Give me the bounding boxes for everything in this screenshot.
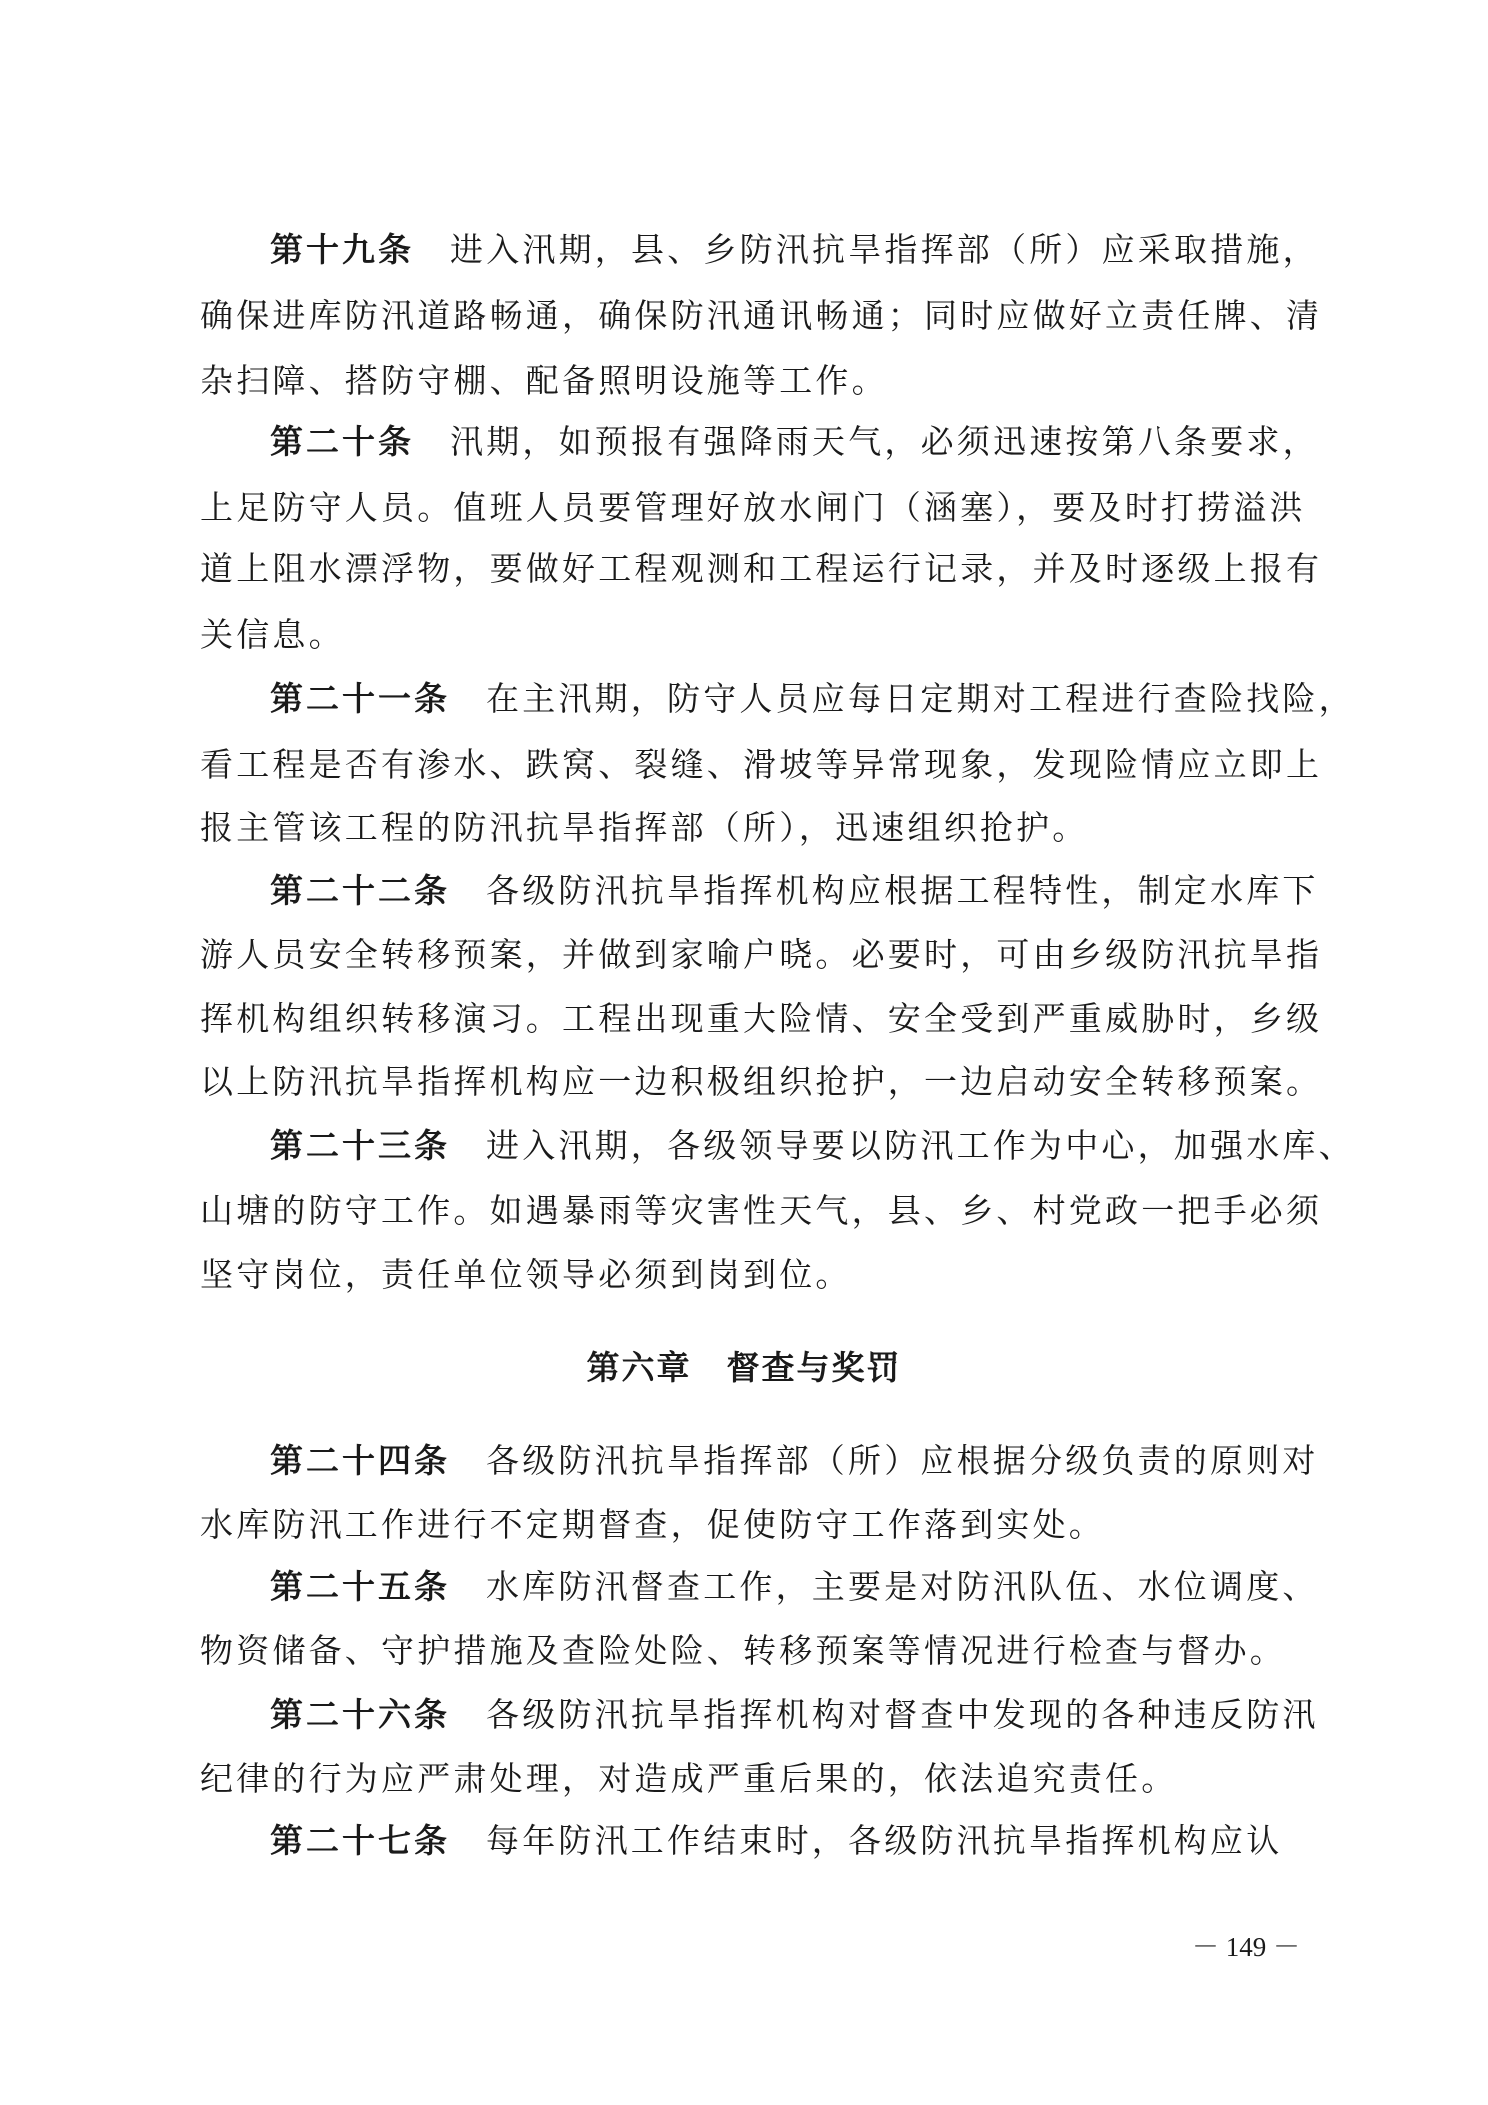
article-23-line-1: 第二十三条 进入汛期，各级领导要以防汛工作为中心，加强水库、	[270, 1126, 1355, 1165]
article-21-title: 第二十一条	[270, 679, 450, 718]
article-22-line-3: 挥机构组织转移演习。工程出现重大险情、安全受到严重威胁时，乡级	[200, 999, 1323, 1038]
article-27-title: 第二十七条	[270, 1821, 450, 1860]
article-23-title: 第二十三条	[270, 1126, 450, 1165]
article-21-line-3: 报主管该工程的防汛抗旱指挥部（所），迅速组织抢护。	[200, 808, 1089, 847]
chapter-heading: 第六章 督查与奖罚	[586, 1348, 902, 1387]
article-20-line-2: 上足防守人员。值班人员要管理好放水闸门（涵塞），要及时打捞溢洪	[200, 488, 1306, 527]
article-20-line-3: 道上阻水漂浮物，要做好工程观测和工程运行记录，并及时逐级上报有	[200, 549, 1323, 588]
article-23-line-2: 山塘的防守工作。如遇暴雨等灾害性天气，县、乡、村党政一把手必须	[200, 1191, 1323, 1230]
article-26-line-1: 第二十六条 各级防汛抗旱指挥机构对督查中发现的各种违反防汛	[270, 1695, 1319, 1734]
article-24-title: 第二十四条	[270, 1441, 450, 1480]
article-19-line-1: 第十九条 进入汛期，县、乡防汛抗旱指挥部（所）应采取措施，	[270, 230, 1319, 269]
article-19-title: 第十九条	[270, 230, 414, 269]
article-22-line-2: 游人员安全转移预案，并做到家喻户晓。必要时，可由乡级防汛抗旱指	[200, 935, 1323, 974]
article-27-line-1: 第二十七条 每年防汛工作结束时，各级防汛抗旱指挥机构应认	[270, 1821, 1283, 1860]
article-24-line-2: 水库防汛工作进行不定期督查，促使防守工作落到实处。	[200, 1505, 1105, 1544]
article-22-title: 第二十二条	[270, 871, 450, 910]
article-19-line-2: 确保进库防汛道路畅通，确保防汛通讯畅通；同时应做好立责任牌、清	[200, 296, 1323, 335]
article-22-line-4: 以上防汛抗旱指挥机构应一边积极组织抢护，一边启动安全转移预案。	[200, 1062, 1323, 1101]
article-25-title: 第二十五条	[270, 1567, 450, 1606]
article-23-line-3: 坚守岗位，责任单位领导必须到岗到位。	[200, 1255, 852, 1294]
article-25-line-1: 第二十五条 水库防汛督查工作，主要是对防汛队伍、水位调度、	[270, 1567, 1319, 1606]
article-22-line-1: 第二十二条 各级防汛抗旱指挥机构应根据工程特性，制定水库下	[270, 871, 1319, 910]
page-number: － 149 －	[1192, 1932, 1300, 1962]
article-24-line-1: 第二十四条 各级防汛抗旱指挥部（所）应根据分级负责的原则对	[270, 1441, 1319, 1480]
article-21-line-1: 第二十一条 在主汛期，防守人员应每日定期对工程进行查险找险，	[270, 679, 1355, 718]
article-19-line-3: 杂扫障、搭防守棚、配备照明设施等工作。	[200, 361, 888, 400]
article-26-line-2: 纪律的行为应严肃处理，对造成严重后果的，依法追究责任。	[200, 1759, 1178, 1798]
article-26-title: 第二十六条	[270, 1695, 450, 1734]
article-21-line-2: 看工程是否有渗水、跌窝、裂缝、滑坡等异常现象，发现险情应立即上	[200, 745, 1323, 784]
article-20-title: 第二十条	[270, 422, 414, 461]
article-20-line-1: 第二十条 汛期，如预报有强降雨天气，必须迅速按第八条要求，	[270, 422, 1319, 461]
article-20-line-4: 关信息。	[200, 615, 345, 654]
article-25-line-2: 物资储备、守护措施及查险处险、转移预案等情况进行检查与督办。	[200, 1631, 1286, 1670]
